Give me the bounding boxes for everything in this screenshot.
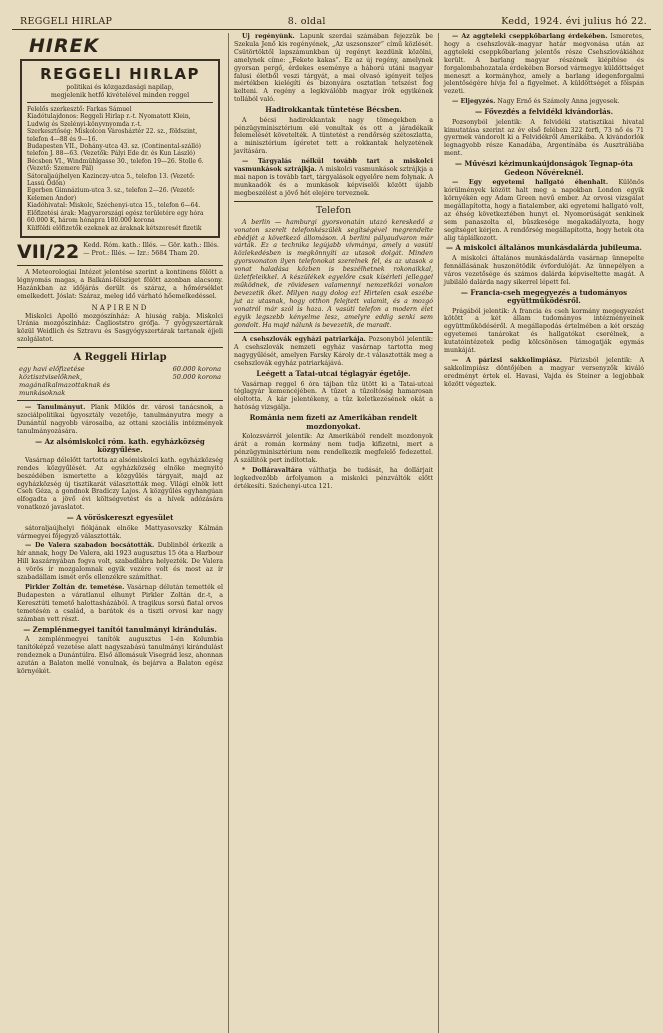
news-body: Nagy Ernő és Számoly Anna jegyesek.	[497, 98, 620, 106]
news-body: Ismeretes, hogy a csehszlovák–magyar határ megvonása után az aggteleki cseppkőbarlang jelentős része Csehszlovákiához került. A barlang magyar részének kiépítése és forgalombahozatala érdekében Borsod vármegye küldöttséget meneszt a kormányhoz, amely a barlang idegenforgalmi jelentőségére hívja fel a figyelmet. A küldöttséget a főispán vezeti.	[444, 33, 644, 96]
napirend-heading: NAPIREND	[91, 303, 149, 312]
impressum-line: Felelős szerkesztő: Farkas Sámuel	[27, 106, 132, 113]
news-head-centered: — Az alsómiskolci róm. kath. egyházközség közgyűlése.	[35, 436, 205, 455]
impressum-line: Budapesten VII., Dohány-utca 43. sz. (Continental-szálló) telefon J. 88—63. (Vezetők: Pályi Ede dr. és Kun László)	[27, 143, 202, 158]
news-head-centered: — Művészi kézimunkaújdonságok Tegnap-óta Gedeon Nővéreknél.	[455, 159, 633, 177]
news-head-centered: — Zemplénmegyei tanítói tanulmányi kirándulás.	[23, 624, 217, 634]
news-item	[444, 357, 644, 389]
news-body: Párizsból jelentik: A sakkolimpiász döntőjében a magyar versenyzők kiváló eredményt értek el. Havasi, Vajda és Steiner a legjobbak között végeztek.	[444, 357, 644, 388]
news-item	[17, 542, 223, 582]
section-heading-hirek: HIREK	[29, 35, 100, 57]
impressum-line: Egerben Gimnázium-utca 3. sz., telefon 2—26. (Vezető: Kelemen Andor)	[27, 187, 195, 202]
news-body: Prágából jelentik: A francia és cseh kormány megegyezést kötött a két állam tudományos intézményeinek együttműködéséről. A megállapodás értelmében a két ország egyetemei tanárokat és hallgatókat cserélnek, a kutatóintézetek pedig kölcsönösen támogatják egymás munkáját.	[444, 307, 644, 355]
news-body: Plank Miklós dr. városi tanácsnok, a szociálpolitikai ügyosztály vezetője, tanulmányutra megy a Dunántúl nagyobb városaiba, az ottani szociális intézmények tanulmányozására.	[17, 404, 223, 435]
news-body: Lapunk szerdai számában fejezzük be Szekula Jenő kis regényének, „Az uszsonszer“ című közlését. Csütörtöktől lapszámunkban új regényt kezdünk közölni, amelynek címe: „Fekete kakas“. Ez az új regény, amelynek gyorsan pergő, érdekes eseménye a háború utáni magyar falusi életből veszi tárgyát, a mai olvasó igényeit teljes mértékben kielégíti és bizonyára osztatlan tetszést fog kelteni. A regény a legkiválóbb magyar írók egyikének tollából való.	[234, 33, 433, 104]
news-head: — A párizsi sakkolimpiász.	[452, 357, 563, 364]
subscription-heading: A Reggeli Hirlap	[73, 352, 167, 364]
news-head: — Egy egyetemi hallgató éhenhalt.	[452, 179, 609, 187]
news-body: A zemplénmegyei tanítók augusztus 1-én Kolumbia tanítóképző vezetése alatt nagyszabású tanulmányi kirándulást rendeznek a Dunántúlra. Első állomásuk Visegrád lesz, ahonnan azután a Balaton mellé vonulnak, és bejárva a Balaton egész környékét.	[17, 636, 223, 675]
news-head: — Tanulmányut.	[25, 404, 86, 412]
news-head: Uj regényünk.	[242, 33, 295, 40]
news-body: sátoraljaújhelyi fiókjának elnöke Mattyasovszky Kálmán vármegyei főjegyző választották.	[17, 524, 223, 540]
news-head-centered: — A vöröskereszt egyesület	[66, 513, 174, 523]
column-left	[12, 33, 228, 1033]
feuilleton-body: A berlin — hamburgi gyorsvonatán utazó kereskedő a vonaton szerelt telefonkészülék segítségével megrendelte ebédjét a következő állomáson. A berlini pályaudvaron már várták. Ez a technika legújabb vívmánya, amely a vasúti közlekedésben is megkönnyíti az utasok dolgát. Minden gyorsvonaton ilyen telefonokat szerelnek fel, és az utasok a vonat haladása közben is beszélhetnek rokonaikkal, üzletfeleikkel. A készülékek egyelőre csak kísérleti jelleggel működnek, de rövidesen valamennyi nemzetközi vonalon bevezetik őket. Milyen nagy dolog ez! Hirtelen csak eszébe jut az utasnak, hogy otthon felejtett valamit, és a mozgó vonatról már szól is haza. A vasúti telefon a modern élet egyik legszebb kényelme lesz, amelyre eddig senki sem gondolt. Ha majd nálunk is bevezetik, de maradt.	[234, 218, 433, 329]
page-number: 8. oldal	[287, 16, 326, 27]
divider	[17, 347, 223, 348]
impressum-line: Sátoraljaújhelyen Kazinczy-utca 5., telefon 13. (Vezető: Lassú Ödön)	[27, 172, 195, 188]
price-label: egy havi előfizetése	[19, 365, 85, 374]
subscription-price-row	[19, 373, 221, 397]
news-item	[234, 336, 433, 368]
impressum-line: Előfizetési árak: Magyarországi egész területére egy hóra 60.000 K, három hónapra 180.000 korona	[27, 209, 204, 225]
news-item	[17, 584, 223, 624]
news-body: Dublinból érkezik a hír annak, hogy De Valera, aki 1923 augusztus 15 óta a Harbour Hill kaszárnyában fogva volt, szabadlábra helyezték. De Valera a vörös ír mozgalomnak egyik vezére volt és most az ír szabadállam ismét erős ellenzékre számíthat.	[17, 542, 223, 582]
impressum-title: REGGELI HIRLAP	[40, 65, 200, 83]
news-body: Pozsonyból jelentik: A csehszlovák nemzeti egyház vasárnap tartotta meg nagygyűlését, amelyen Farsky Károly dr.-t választották meg a csehszlovák egyház patriarkájává.	[234, 336, 433, 368]
news-item	[17, 404, 223, 436]
divider	[17, 400, 223, 401]
calendar-date: VII/22	[17, 240, 80, 263]
column-middle	[228, 33, 438, 1033]
column-right	[438, 33, 649, 1033]
impressum-line: Bécsben VI., Windmühlgasse 30., telefon 19—26. Stolle 6. (Vezető: Szemere Pál)	[27, 157, 204, 173]
divider	[234, 332, 433, 333]
calendar-row	[17, 242, 223, 262]
impressum-subtitle-2: megjelenik hetfő kivételével minden reggel	[50, 91, 190, 99]
news-item	[234, 158, 433, 198]
news-body: Vasárnap délután temették el Budapesten a váratlanul elhunyt Pirkler Zoltán dr.-t, a Keresztúti temető halottasházából. A tragikus sorsú fiatal orvos temetésén a család, a barátok és a tiszti orvosi kar nagy számban vett részt.	[17, 583, 223, 623]
news-item	[444, 98, 644, 106]
napirend-text: Miskolci Apolló mozgószínház: A hiuság rabja. Miskolci Uránia mozgószínház: Caglioststro grófja. 7 gyógyszertárak közül Weidlich és Sztravu és Sasgyógyszertárak tartanak éjjeli szolgálatot.	[17, 312, 223, 344]
news-body: Kolozsvárról jelentik: Az Amerikából rendelt mozdonyok árát a román kormány nem tudja kifizetni, mert a pénzügyminisztérium nem rendelkezik megfelelő fedezettel. A szállítók pert indítottak.	[234, 433, 433, 464]
news-item	[444, 179, 644, 242]
news-head: * Dolláravaltára	[242, 466, 303, 474]
news-head-centered: — Fővezdés a felvidéki kivándorlás.	[474, 107, 614, 117]
masthead	[12, 6, 651, 30]
impressum-line: Kiadótulajdonos: Reggeli Hirlap r.-t. Nyomatott Klein, Ludwig és Szelényi-könyvnyomda r.-t.	[27, 113, 191, 128]
news-item	[234, 467, 433, 491]
impressum-subtitle: politikai és közgazdasági napilap,	[66, 84, 174, 91]
impressum-line: Külföldi előfizetők ezeknek az áraknak kétszeresét fizetik	[27, 224, 202, 232]
price-value: 50.000 korona	[172, 373, 221, 382]
masthead-title: REGGELI HIRLAP	[20, 16, 113, 27]
weather-report: A Meteorologiai Intézet jelentése szerint a kontinens fölött a légnyomás magas, a Balkáni-félsziget fölött azonban alacsony. Hazánkban az időjárás derült és száraz, a hőmérséklet emelkedett. Jóslat: Száraz, meleg idő várható hőemelkedéssel.	[17, 268, 223, 300]
news-item	[234, 33, 433, 104]
impressum-line: Szerkesztőség: Miskolcon Városháztér 22. sz., földszint, telefon 4—88 és 9—16.	[27, 128, 198, 143]
columns	[12, 33, 651, 1033]
news-body: A miskolci vasmunkások sztrájkja a mai napon is tovább tart, tárgyalások egyelőre nem folynak. A munkaadók és a munkások képviselői között újabb megbeszélést a jövő hét elejére terveznek.	[234, 166, 433, 197]
feuilleton-title: Telefon	[315, 204, 352, 216]
price-label: köztisztviselőknek, magánalkalmazottaknak és munkásoknak	[19, 373, 111, 398]
impressum-line: Kiadóhivatal: Miskolc, Széchenyi-utca 15., telefon 6—64.	[27, 202, 201, 210]
issue-date: Kedd, 1924. évi julius hó 22.	[501, 16, 647, 27]
calendar-names: Kedd. Róm. kath.: Illés. — Gör. kath.: Illés. — Prot.: Illés. — Izr.: 5684 Tham 20.	[83, 241, 220, 257]
divider	[234, 201, 433, 202]
news-head-centered: Hadirokkantak tüntetése Bécsben.	[265, 105, 402, 115]
news-body: Vasárnap délelőtt tartotta az alsómiskolci kath. egyházközség rendes közgyűlését. Az egyházközség elnöke megnyitó beszédében ismertette a közgyűlés tárgyait, majd az egyházközség új tisztikarát választották meg. Világi elnök lett Cseh Géza, a gondnok Bradiczy Lajos. A közgyűlés egyhangúan elfogadta a jövő évi költségvetést és a hívek adózására vonatkozó javaslatot.	[17, 456, 223, 512]
news-head: — Tárgyalás nélkül tovább tart a miskolci vasmunkások sztrájkja.	[234, 158, 433, 174]
news-head-centered: — Francia-cseh megegyezés a tudományos együttműködésről.	[460, 287, 628, 306]
news-body: A bécsi hadirokkantak nagy tömegekben a pénzügyminisztérium elé vonultak és ott a járadékaik felemelését követelték. A tüntetést a rendőrség szétoszlatta, a minisztérium ígéretet tett a rokkantak helyzetének javítására.	[234, 116, 433, 156]
news-head: — Az aggteleki cseppkőbarlang érdekében.	[452, 33, 608, 40]
news-head: A csehszlovák egyházi patriarkája.	[242, 336, 366, 344]
news-head-centered: — A miskolci általános munkásdalárda jubileuma.	[446, 243, 642, 253]
divider	[17, 265, 223, 266]
news-head: Pirkler Zoltán dr. temetése.	[25, 583, 125, 591]
news-body: Pozsonyból jelentik: A felvidéki statisztikai hivatal kimutatása szerint az év első felében 322 ferfi, 73 nő és 71 gyermek vándorolt ki a Felvidékről Amerikába. A kivándorlók legnagyobb része Kanadába, Argentínába és Ausztráliába ment.	[444, 118, 644, 158]
impressum-box	[20, 59, 220, 238]
news-body: Különös kórülmények között halt meg a napokban London egyik környékén egy Adam Green nevű ember. Az orvosi vizsgálat megállapította, hogy a fiatalember, aki egyetemi hallgató volt, az éhség következtében hunyt el. Nyomorúságát senkinek sem panaszolta el, büszkesége megakadályozta, hogy segítséget kérjen. A rendőrség megállapította, hogy hetek óta alig táplálkozott.	[444, 179, 644, 242]
news-head-centered: Leégett a Tatai-utcai téglagyár égetője.	[256, 369, 411, 379]
news-body: válthatja be tudását, ha dollárjait legkedvezőbb árfolyamon a miskolci pénzváltók előtt értékesíti. Széchenyi-utca 121.	[234, 466, 433, 490]
news-head: — Eljegyzés.	[452, 98, 496, 106]
news-head: — De Valera szabadon bocsátották.	[25, 542, 155, 550]
divider	[27, 102, 213, 103]
news-body: Vasárnap reggel 6 óra tájban tűz ütött ki a Tatai-utcai téglagyár kemencéjében. A tűzet a tűzoltóság hamarosan eloltotta. A kár jelentékeny, a tűz keletkezésének okát a hatóság vizsgálja.	[234, 380, 433, 412]
news-body: A miskolci általános munkásdalárda vasárnap ünnepelte fennállásának huszonötödik évfordulóját. Az ünnepélyen a város vezetősége és számos dalárda képviseltette magát. A jubiláló dalárda nagy sikerrel lépett fel.	[444, 254, 644, 286]
news-head-centered: Románia nem fizeti az Amerikában rendelt mozdonyokat.	[249, 413, 418, 431]
news-item	[444, 33, 644, 96]
subscription-price-row	[19, 365, 221, 373]
price-value: 60.000 korona	[172, 365, 221, 374]
